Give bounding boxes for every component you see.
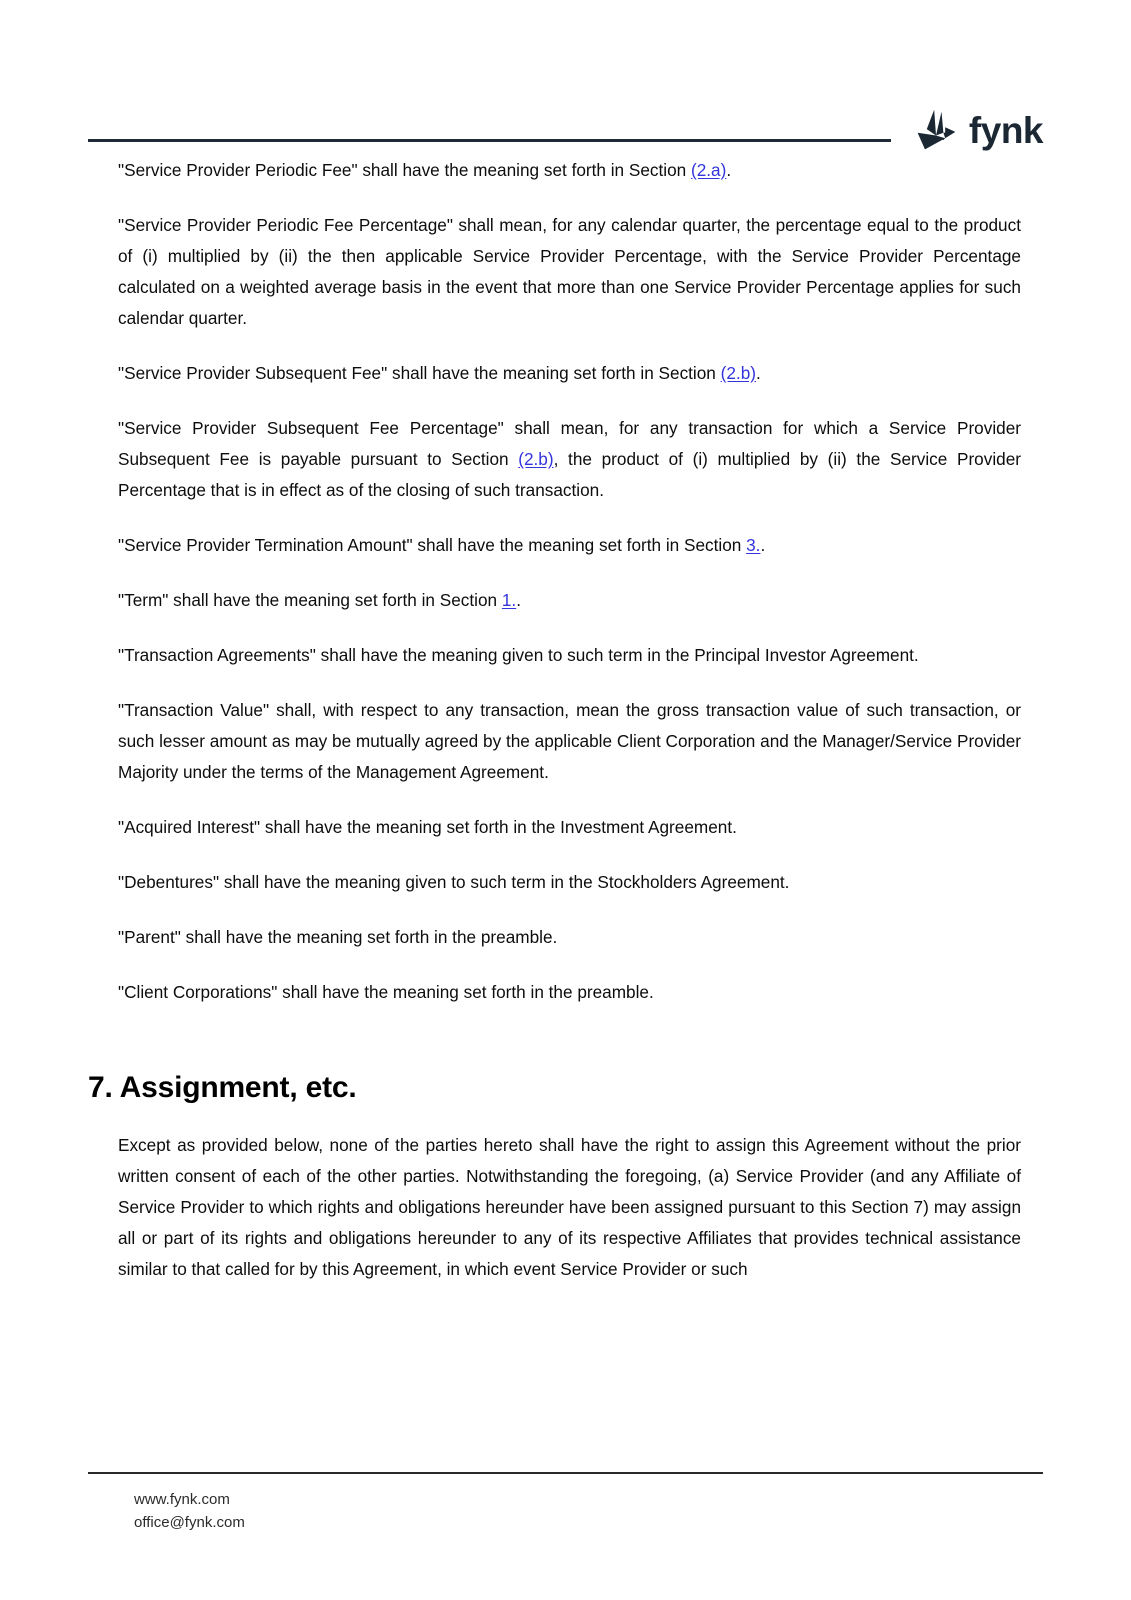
def-term (88, 585, 1021, 616)
def-service-provider-subsequent-fee-percentage (88, 413, 1021, 506)
section-cross-reference-link[interactable]: (2.b) (518, 449, 554, 469)
paragraph-text: . (756, 363, 761, 383)
footer-email[interactable]: office@fynk.com (134, 1514, 245, 1531)
def-service-provider-periodic-fee-percentage (88, 210, 1021, 334)
footer-divider-rule (88, 1472, 1043, 1474)
paragraph-text: "Service Provider Periodic Fee" shall have the meaning set forth in Section (118, 160, 691, 180)
section-body (88, 1130, 1021, 1285)
paragraph-text: . (726, 160, 732, 180)
paragraph-text: "Debentures" shall have the meaning given to such term in the Stockholders Agreement. (118, 872, 790, 892)
page-footer (88, 1472, 1043, 1534)
def-service-provider-termination-amount (88, 530, 1021, 561)
def-transaction-agreements (88, 640, 1021, 671)
brand-wordmark: fynk (968, 109, 1043, 151)
paragraph-text: "Acquired Interest" shall have the meaning set forth in the Investment Agreement. (118, 817, 737, 837)
def-service-provider-subsequent-fee (88, 358, 1021, 389)
paragraph-text: . (516, 590, 521, 610)
paragraph-text: "Parent" shall have the meaning set forth in the preamble. (118, 927, 558, 947)
section-cross-reference-link[interactable]: (2.a) (691, 160, 727, 180)
paragraph-text: "Service Provider Periodic Fee Percentage" shall mean, for any calendar quarter, the percentage equal to the product of (i) multiplied by (ii) the then applicable Service Provider Percentage, with the Service Provider Percentage calculated on a weighted average basis in the event that more than one Service Provider Percentage applies for such calendar quarter. (118, 215, 1021, 328)
paragraph-text: "Client Corporations" shall have the meaning set forth in the preamble. (118, 982, 654, 1002)
paragraph-text: "Service Provider Subsequent Fee Percentage" shall mean, for any transaction for which a Service Provider Subsequent Fee is payable pursuant to Section (118, 418, 1021, 469)
def-transaction-value (88, 695, 1021, 788)
definitions-list (88, 155, 1021, 1008)
footer-contact-block (88, 1488, 1043, 1534)
origami-bird-icon (913, 107, 959, 153)
section-cross-reference-link[interactable]: 1. (501, 590, 517, 610)
assignment-body (88, 1130, 1021, 1285)
section-cross-reference-link[interactable]: (2.b) (720, 363, 756, 383)
page-title: 7. Assignment, etc. (88, 1071, 357, 1104)
def-service-provider-periodic-fee (88, 155, 1021, 186)
document-body (88, 155, 1021, 1285)
section-cross-reference-link[interactable]: 3. (746, 535, 761, 555)
paragraph-text: . (760, 535, 766, 555)
paragraph-text: "Service Provider Subsequent Fee" shall have the meaning set forth in Section (118, 363, 721, 383)
def-acquired-interest (88, 812, 1021, 843)
def-debentures (88, 867, 1021, 898)
page-header (88, 100, 1043, 160)
paragraph-text: "Service Provider Termination Amount" shall have the meaning set forth in Section (118, 535, 747, 555)
paragraph-text: , the product of (i) multiplied by (ii) the Service Provider Percentage that is in effect as of the closing of such transaction. (118, 449, 1021, 500)
footer-website[interactable]: www.fynk.com (134, 1491, 230, 1508)
paragraph-text: "Term" shall have the meaning set forth in Section (118, 590, 502, 610)
paragraph-text: "Transaction Value" shall, with respect to any transaction, mean the gross transaction value of such transaction, or such lesser amount as may be mutually agreed by the applicable Client Corporation and the Manager/Service Provider Majority under the terms of the Management Agreement. (118, 700, 1021, 782)
def-parent (88, 922, 1021, 953)
paragraph-text: "Transaction Agreements" shall have the meaning given to such term in the Principal Investor Agreement. (118, 645, 919, 665)
header-divider-rule (88, 139, 891, 142)
paragraph-text: Except as provided below, none of the parties hereto shall have the right to assign this Agreement without the prior written consent of each of the other parties. Notwithstanding the foregoing, (a) Service Provider (and any Affiliate of Service Provider to which rights and obligations hereunder have been assigned pursuant to this Section 7) may assign all or part of its rights and obligations hereunder to any of its respective Affiliates that provides technical assistance similar to that called for by this Agreement, in which event Service Provider or such (118, 1135, 1021, 1279)
def-client-corporations (88, 977, 1021, 1008)
brand-logo (913, 107, 1043, 153)
